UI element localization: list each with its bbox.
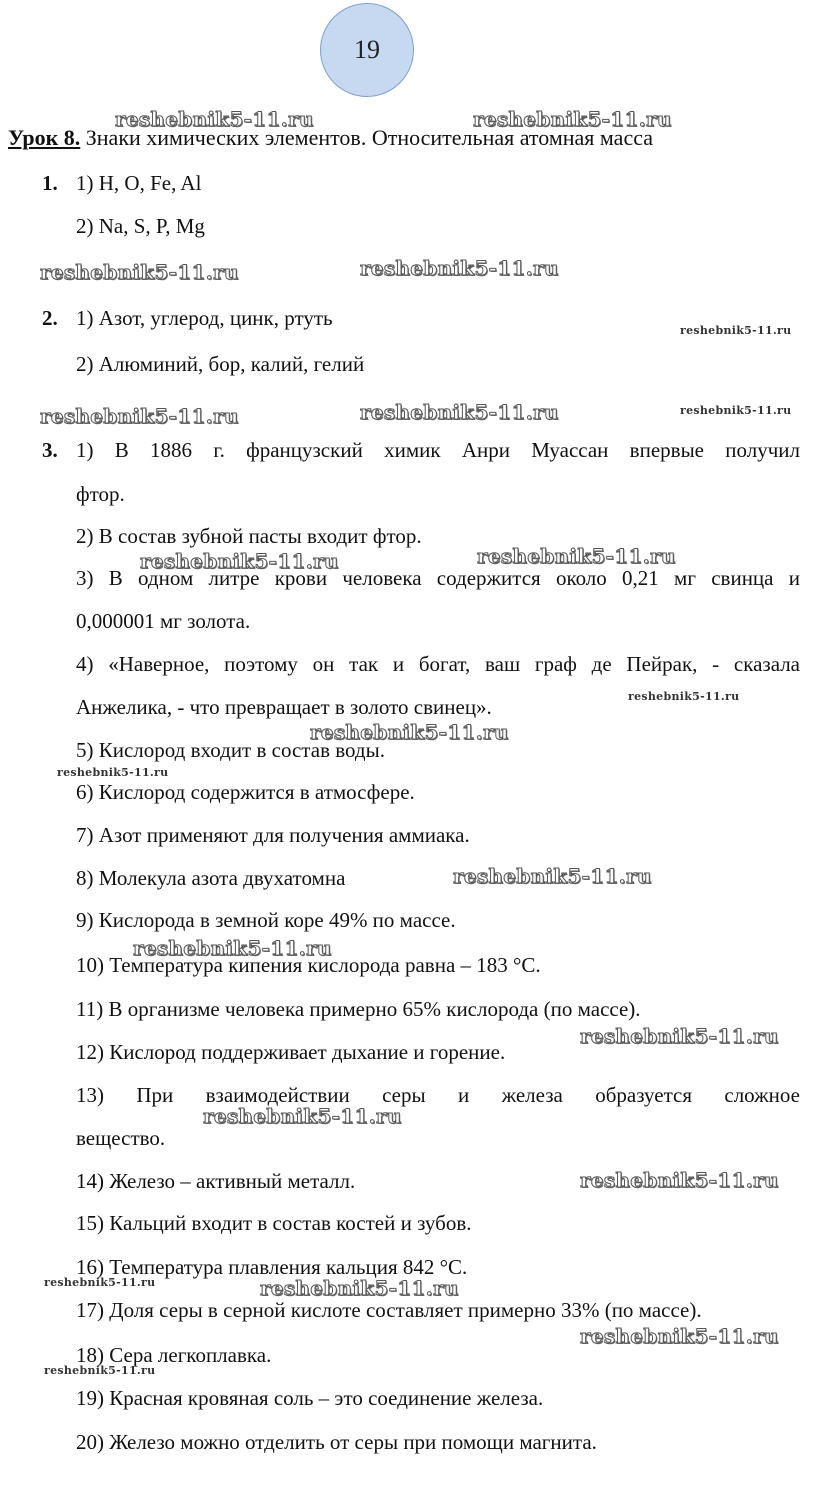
watermark: reshebnik5-11.ru (680, 324, 792, 337)
watermark: reshebnik5-11.ru (580, 1024, 779, 1048)
watermark: reshebnik5-11.ru (260, 1276, 459, 1300)
watermark: reshebnik5-11.ru (310, 720, 509, 744)
q3-item-7: 7) Азот применяют для получения аммиака. (76, 823, 470, 847)
watermark: reshebnik5-11.ru (580, 1168, 779, 1192)
watermark: reshebnik5-11.ru (360, 256, 559, 280)
q3-item-19: 19) Красная кровяная соль – это соединение железа. (76, 1386, 544, 1410)
watermark: reshebnik5-11.ru (40, 404, 239, 428)
watermark: reshebnik5-11.ru (680, 404, 792, 417)
watermark: reshebnik5-11.ru (477, 544, 676, 568)
question-1-answer-1: 1) H, O, Fe, Al (76, 171, 202, 195)
page-number-badge (320, 3, 414, 97)
q3-item-3-line-2: 0,000001 мг золота. (76, 609, 251, 633)
lesson-title-text: Знаки химических элементов. Относительная атомная масса (80, 125, 654, 150)
watermark: reshebnik5-11.ru (473, 107, 672, 131)
watermark: reshebnik5-11.ru (580, 1324, 779, 1348)
q3-item-10: 10) Температура кипения кислорода равна – 183 °С. (76, 953, 541, 977)
watermark: reshebnik5-11.ru (628, 690, 740, 703)
q3-item-16: 16) Температура плавления кальция 842 °С. (76, 1255, 468, 1279)
watermark: reshebnik5-11.ru (453, 864, 652, 888)
question-3-number: 3. (42, 438, 58, 462)
q3-item-14: 14) Железо – активный металл. (76, 1169, 356, 1193)
watermark: reshebnik5-11.ru (133, 936, 332, 960)
q3-item-1-line-1: 1) В 1886 г. французский химик Анри Муассан впервые получил (76, 438, 800, 462)
q3-item-9: 9) Кислорода в земной коре 49% по массе. (76, 908, 456, 932)
question-2-number: 2. (42, 306, 58, 330)
question-2-answer-1: 1) Азот, углерод, цинк, ртуть (76, 306, 333, 330)
watermark: reshebnik5-11.ru (203, 1104, 402, 1128)
q3-item-2: 2) В состав зубной пасты входит фтор. (76, 524, 422, 548)
q3-item-17: 17) Доля серы в серной кислоте составляет примерно 33% (по массе). (76, 1298, 702, 1322)
watermark: reshebnik5-11.ru (44, 1276, 156, 1289)
question-1-answer-2: 2) Na, S, P, Mg (76, 214, 205, 238)
q3-item-13-line-2: вещество. (76, 1126, 166, 1150)
q3-item-15: 15) Кальций входит в состав костей и зубов. (76, 1211, 472, 1235)
q3-item-13-line-1: 13) При взаимодействии серы и железа образуется сложное (76, 1083, 800, 1107)
watermark: reshebnik5-11.ru (40, 260, 239, 284)
q3-item-4-line-1: 4) «Наверное, поэтому он так и богат, ваш граф де Пейрак, - сказала (76, 652, 800, 676)
watermark: reshebnik5-11.ru (140, 549, 339, 573)
watermark: reshebnik5-11.ru (360, 400, 559, 424)
lesson-label: Урок 8. (8, 125, 81, 150)
question-2-answer-2: 2) Алюминий, бор, калий, гелий (76, 352, 365, 376)
q3-item-12: 12) Кислород поддерживает дыхание и горение. (76, 1040, 506, 1064)
q3-item-11: 11) В организме человека примерно 65% кислорода (по массе). (76, 997, 641, 1021)
question-1-number: 1. (42, 171, 58, 195)
watermark: reshebnik5-11.ru (115, 107, 314, 131)
q3-item-1-line-2: фтор. (76, 482, 125, 506)
q3-item-20: 20) Железо можно отделить от серы при помощи магнита. (76, 1430, 597, 1454)
q3-item-18: 18) Сера легкоплавка. (76, 1343, 272, 1367)
watermark: reshebnik5-11.ru (57, 766, 169, 779)
q3-item-3-line-1: 3) В одном литре крови человека содержится около 0,21 мг свинца и (76, 566, 800, 590)
page-number: 19 (354, 35, 380, 64)
q3-item-4-line-2: Анжелика, - что превращает в золото свинец». (76, 695, 492, 719)
q3-item-5: 5) Кислород входит в состав воды. (76, 738, 385, 762)
watermark: reshebnik5-11.ru (44, 1364, 156, 1377)
q3-item-6: 6) Кислород содержится в атмосфере. (76, 780, 415, 804)
q3-item-8: 8) Молекула азота двухатомна (76, 866, 346, 890)
